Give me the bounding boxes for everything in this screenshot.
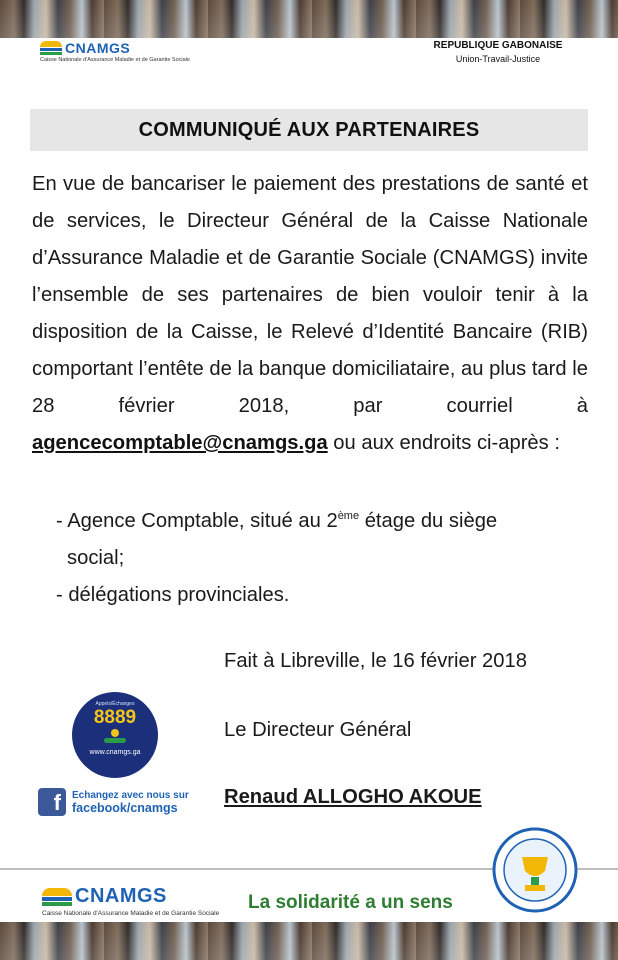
locations-list [56,503,576,614]
title-bar [30,109,588,151]
country-name: REPUBLIQUE GABONAISE [433,40,563,51]
signatory-role: Le Directeur Général [224,719,412,741]
cnamgs-logo-icon [40,41,62,55]
logo-subtitle: Caisse Nationale d'Assurance Maladie et de Garantie Sociale [40,57,190,63]
person-icon [100,729,130,747]
place-date: Fait à Libreville, le 16 février 2018 [224,650,527,672]
list-item-continuation: social; [67,547,125,569]
cnamgs-logo-icon [42,888,72,906]
header-photo-strip [0,0,618,38]
facebook-icon: f [38,788,66,816]
award-seal-icon [492,827,578,913]
hotline-badge [72,692,158,778]
hotline-caption: Appels/Échanges [95,701,135,707]
footer-logo-subtitle: Caisse Nationale d'Assurance Maladie et de Garantie Sociale [42,910,220,917]
list-item: - délégations provinciales. [56,584,290,606]
country-motto: Union-Travail-Justice [455,54,541,64]
cnamgs-logo [40,40,130,56]
list-item: - Agence Comptable, situé au 2ème étage du siège [56,510,498,532]
hotline-url: www.cnamgs.ga [89,749,141,756]
cnamgs-footer-logo [42,885,167,908]
signatory-name: Renaud ALLOGHO AKOUE [224,786,482,808]
republic-header [418,40,578,64]
hotline-number: 8889 [93,707,137,728]
body-paragraph-end: ou aux endroits ci-après : [333,432,560,454]
facebook-banner[interactable] [38,788,189,816]
page-title: COMMUNIQUÉ AUX PARTENAIRES [138,118,480,141]
body-paragraph: En vue de bancariser le paiement des prestations de santé et de services, le Directeur Général de la Caisse Nationale d’Assurance Maladie et de Garantie Sociale (CNAMGS) invite l’ensemble de ses partenaires de bien vouloir tenir à la disposition de la Caisse, le Relevé d’Identité Bancaire (RIB) comportant l’entête de la banque domiciliataire, au plus tard le 28 février 2018, par courriel à [32,173,588,417]
facebook-line1: Echangez avec nous sur [72,790,189,801]
logo-text: CNAMGS [65,40,131,56]
slogan: La solidarité a un sens [248,892,453,913]
footer-logo-text: CNAMGS [75,885,167,907]
communique-body [32,166,588,462]
email-link[interactable]: agencecomptable@cnamgs.ga [32,432,328,454]
facebook-line2: facebook/cnamgs [72,801,178,815]
footer-photo-strip [0,922,618,960]
